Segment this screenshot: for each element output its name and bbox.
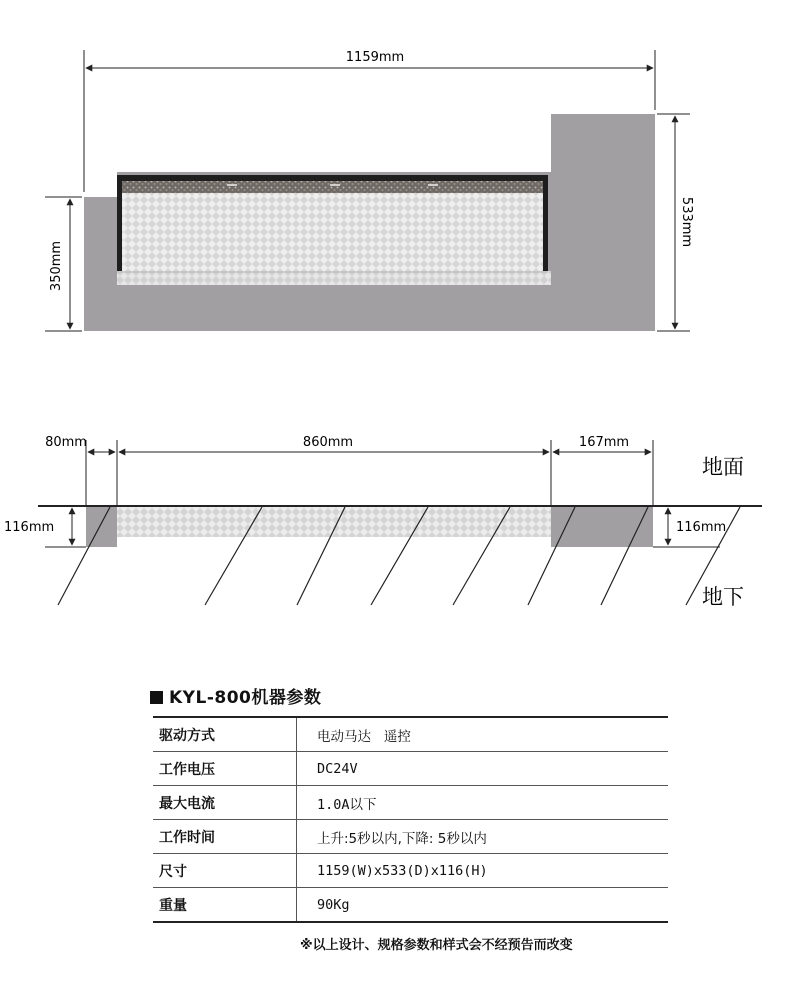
spec-key: 最大电流 xyxy=(153,786,297,820)
spec-key: 重量 xyxy=(153,888,297,923)
spec-key: 尺寸 xyxy=(153,854,297,888)
depth-dimension-label: 533mm xyxy=(679,196,694,248)
device-front-lip xyxy=(117,271,551,285)
spec-key: 工作电压 xyxy=(153,752,297,786)
dim-middle-label: 860mm xyxy=(302,435,354,450)
underground-label: 地下 xyxy=(702,585,744,609)
table-row xyxy=(153,854,668,888)
table-row xyxy=(153,752,668,786)
spec-table xyxy=(153,716,668,923)
table-row xyxy=(153,820,668,854)
spec-key: 驱动方式 xyxy=(153,717,297,752)
spec-value: 90Kg xyxy=(297,888,669,923)
height-dimension-label: 350mm xyxy=(49,240,64,292)
width-dimension-label: 1159mm xyxy=(345,50,405,65)
spec-title: KYL-800机器参数 xyxy=(150,683,321,708)
side-view-drawing xyxy=(0,410,800,670)
spec-value: 1159(W)x533(D)x116(H) xyxy=(297,854,669,888)
square-bullet-icon xyxy=(150,691,163,704)
device-lid-panel xyxy=(122,193,543,271)
dim-right-label: 167mm xyxy=(578,435,630,450)
spec-value: 上升:5秒以内,下降: 5秒以内 xyxy=(297,820,669,854)
sunk-lid xyxy=(117,507,551,537)
top-view-drawing xyxy=(0,0,800,360)
spec-value: 电动马达 遥控 xyxy=(297,717,669,752)
device-gravel-strip xyxy=(122,181,543,193)
table-row xyxy=(153,786,668,820)
dim-left-label: 80mm xyxy=(45,435,87,450)
spec-key: 工作时间 xyxy=(153,820,297,854)
disclaimer-note: ※以上设计、规格参数和样式会不经预告而改变 xyxy=(300,938,573,953)
depth-right-label: 116mm xyxy=(676,520,727,535)
depth-left-label: 116mm xyxy=(4,520,55,535)
spec-value: 1.0A以下 xyxy=(297,786,669,820)
spec-value: DC24V xyxy=(297,752,669,786)
ground-label: 地面 xyxy=(702,455,744,479)
table-row xyxy=(153,888,668,923)
table-row xyxy=(153,717,668,752)
